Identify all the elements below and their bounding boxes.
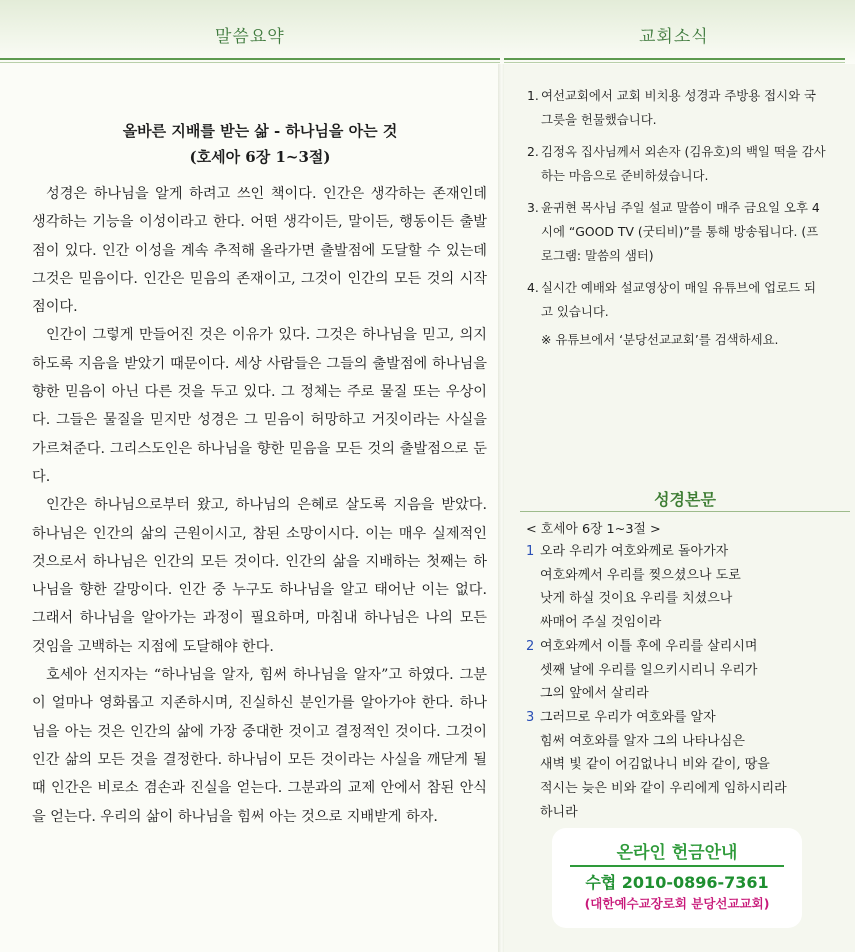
offering-title: 온라인 헌금안내 [616,843,738,863]
sermon-paragraph: 호세아 선지자는 “하나님을 알자, 힘써 하나님을 알자”고 하였다. 그분이 얼마나 영화롭고 지존하시며, 진실하신 분인가를 알아가야 한다. 하나님을 아는 것은 인간의 삶에 가장 중대한 것이고 결정적인 것이다. 그것이 인간 삶의 모든 것을 결정한다. 하나님이 모든 것이라는 사실을 깨닫게 될 때 인간은 비로소 겸손과 진실을 얻는다. 그분과의 교제 안에서 참된 안식을 얻는다. 우리의 삶이 하나님을 힘써 아는 것으로 지배받게 하자. [32,667,487,825]
right-header-title: 교회소식 [639,27,709,47]
left-header-rule [0,58,500,60]
church-news-list [527,84,827,352]
verse-line: 여호와께서 이틀 후에 우리를 살리시며 [540,638,758,654]
verse-line: 하니라 [540,804,578,820]
scripture-verses [526,540,846,824]
verse-line: 그러므로 우리가 여호와를 알자 [540,709,716,725]
verse [526,635,846,706]
sermon-reference: (호세아 6장 1~3절) [189,148,331,166]
news-text: 윤귀현 목사님 주일 설교 말씀이 매주 금요일 오후 4시에 “GOOD TV (굿티비)”를 통해 방송됩니다. (프로그램: 말씀의 샘터) [541,200,820,263]
offering-account: 수협 2010-0896-7361 [585,873,769,892]
offering-account-holder: (대한예수교장로회 분당선교교회) [584,896,770,911]
sermon-paragraph: 인간은 하나님으로부터 왔고, 하나님의 은혜로 살도록 지음을 받았다. 하나님은 인간의 삶의 근원이시고, 참된 소망이시다. 이는 매우 실제적인 것으로서 하나님은 인간의 모든 것이다. 인간의 삶을 지배하는 첫째는 하나님을 향한 갈망이다. 인간 중 누구도 하나님을 알고 태어난 이는 없다. 그래서 하나님을 알아가는 과정이 필요하며, 마침내 하나님은 나의 모든 것임을 고백하는 지점에 도달해야 한다. [32,497,487,655]
news-text: 여선교회에서 교회 비치용 성경과 주방용 접시와 국그릇을 헌물했습니다. [541,88,816,127]
verse-number: 3 [526,709,535,725]
news-number: 3. [527,200,539,215]
verse-line: 여호와께서 우리를 찢으셨으나 도로 [540,567,741,583]
news-note: ※ 유튜브에서 ‘분당선교교회’를 검색하세요. [541,332,779,347]
right-header-rule-thin [504,62,845,63]
news-number: 1. [527,88,539,103]
news-item [527,84,827,132]
sermon-paragraph: 인간이 그렇게 만들어진 것은 이유가 있다. 그것은 하나님을 믿고, 의지하도록 지음을 받았기 때문이다. 세상 사람들은 그들의 출발점에 하나님을 향한 믿음이 아닌 다른 것을 두고 있다. 그 정체는 주로 물질 또는 우상이다. 그들은 물질을 믿지만 성경은 그 믿음이 허망하고 거짓이라는 사실을 가르쳐준다. 그리스도인은 하나님을 향한 믿음을 모든 것의 출발점으로 둔다. [32,327,487,485]
right-header [500,0,855,64]
left-header [0,0,500,64]
verse-number: 1 [526,544,535,559]
sermon-body [32,180,487,831]
verse [526,540,846,635]
scripture-title: 성경본문 [654,490,716,509]
news-item [527,196,827,268]
news-item [527,276,827,324]
verse-number: 2 [526,638,535,654]
verse-line: 오라 우리가 여호와께로 돌아가자 [540,544,729,559]
right-header-rule [504,58,845,60]
page-fold [498,0,504,952]
news-item [527,140,827,188]
sermon-title: 올바른 지배를 받는 삶 - 하나님을 아는 것 [122,122,398,140]
online-offering-box [552,828,802,928]
verse-line: 낫게 하실 것이요 우리를 치셨으나 [540,591,733,607]
left-header-rule-thin [0,62,500,63]
verse-line: 싸매어 주실 것임이라 [540,615,662,631]
verse-line: 힘써 여호와를 알자 그의 나타나심은 [540,733,745,749]
news-number: 2. [527,144,539,159]
scripture-rule [520,511,850,512]
offering-rule [570,865,784,867]
verse-line: 셋째 날에 우리를 일으키시리니 우리가 [540,662,758,678]
sermon-heading [40,118,480,170]
verse [526,706,846,825]
verse-line: 새벽 빛 같이 어김없나니 비와 같이, 땅을 [540,757,770,773]
left-header-title: 말씀요약 [215,27,285,47]
scripture-reference: < 호세아 6장 1~3절 > [526,522,661,537]
news-number: 4. [527,280,539,295]
sermon-paragraph: 성경은 하나님을 알게 하려고 쓰인 책이다. 인간은 생각하는 존재인데 생각하는 기능을 이성이라고 한다. 어떤 생각이든, 말이든, 행동이든 출발점이 있다. 인간 이성을 계속 추적해 올라가면 출발점에 도달할 수 있는데 그것은 믿음이다. 인간은 믿음의 존재이고, 그것이 인간의 모든 것의 시작점이다. [32,186,487,316]
news-text: 김정옥 집사님께서 외손자 (김유호)의 백일 떡을 감사하는 마음으로 준비하셨습니다. [541,144,826,183]
news-text: 실시간 예배와 설교영상이 매일 유튜브에 업로드 되고 있습니다. [541,280,816,319]
verse-line: 그의 앞에서 살리라 [540,686,649,702]
verse-line: 적시는 늦은 비와 같이 우리에게 임하시리라 [540,781,787,797]
